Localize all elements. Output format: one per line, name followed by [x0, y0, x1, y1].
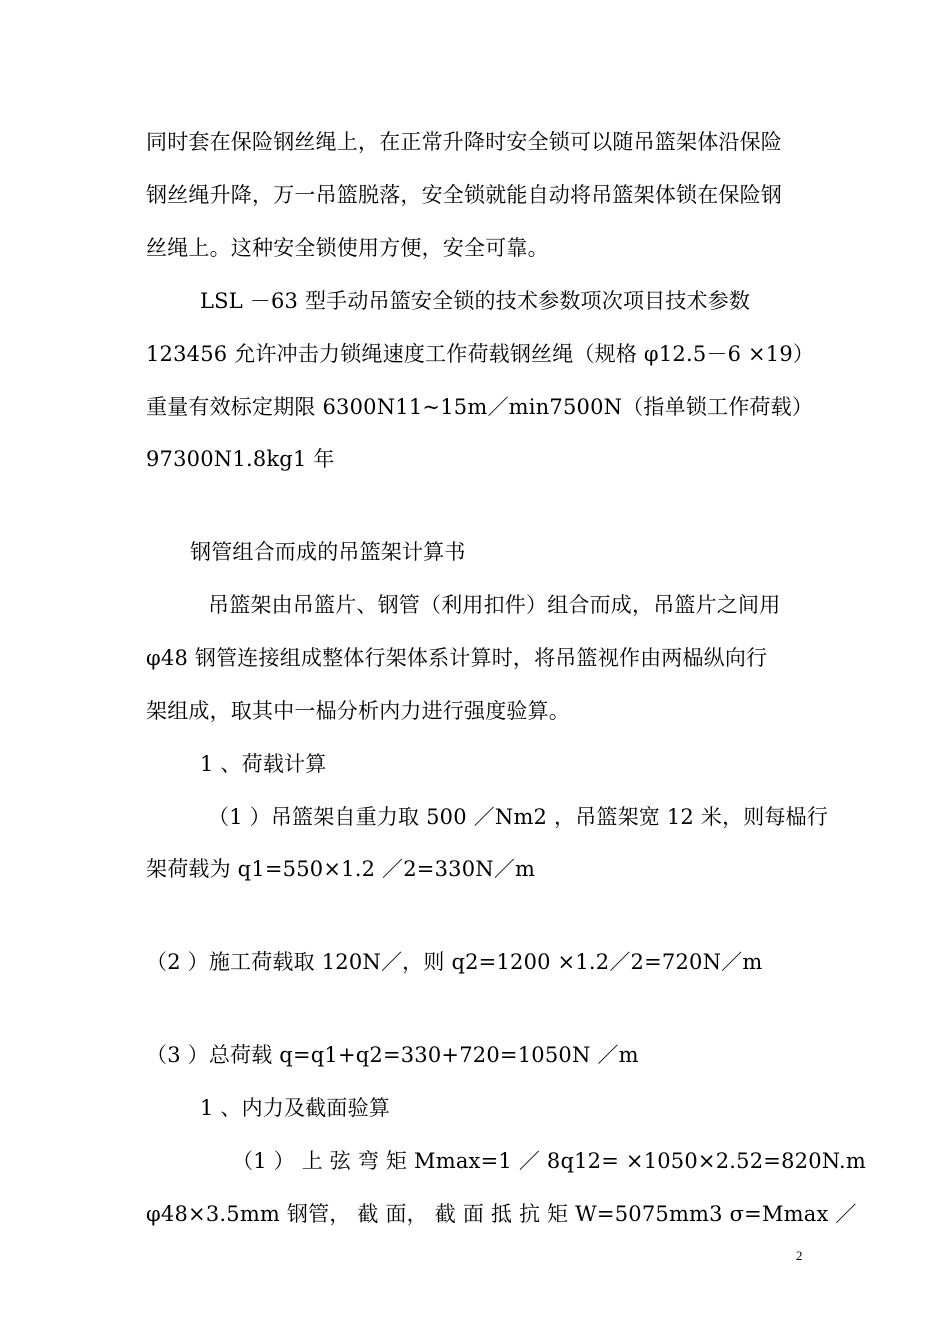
- body-line: 架组成，取其中一榀分析内力进行强度验算。: [146, 699, 570, 723]
- body-line: φ48 钢管连接组成整体行架体系计算时，将吊篮视作由两榀纵向行: [146, 646, 768, 670]
- body-line: 同时套在保险钢丝绳上，在正常升降时安全锁可以随吊篮架体沿保险: [146, 130, 782, 154]
- section-heading: 1 、荷载计算: [200, 752, 327, 776]
- body-line: 钢丝绳升降，万一吊篮脱落，安全锁就能自动将吊篮架体锁在保险钢: [146, 183, 782, 207]
- body-line: （3 ）总荷载 q=q1+q2=330+720=1050N ／m: [146, 1043, 639, 1067]
- body-line: （1 ） 上 弦 弯 矩 Mmax=1 ／ 8q12= ×1050×2.52=820N.m: [232, 1149, 866, 1173]
- body-line: LSL －63 型手动吊篮安全锁的技术参数项次项目技术参数: [200, 289, 751, 313]
- section-heading: 1 、内力及截面验算: [200, 1096, 391, 1120]
- body-line: φ48×3.5mm 钢管， 截 面， 截 面 抵 抗 矩 W=5075mm3 σ=Mmax ／: [146, 1202, 857, 1226]
- body-line: 重量有效标定期限 6300N11~15m／min7500N（指单锁工作荷载）: [146, 395, 814, 419]
- body-line: （2 ）施工荷载取 120N／，则 q2=1200 ×1.2／2=720N／m: [146, 950, 763, 974]
- body-line: 丝绳上。这种安全锁使用方便，安全可靠。: [146, 236, 549, 260]
- body-line: 吊篮架由吊篮片、钢管（利用扣件）组合而成，吊篮片之间用: [208, 593, 781, 617]
- body-line: 123456 允许冲击力锁绳速度工作荷载钢丝绳（规格 φ12.5－6 ×19）: [146, 342, 815, 366]
- body-line: 97300N1.8kg1 年: [146, 447, 335, 471]
- page-number: 2: [796, 1248, 803, 1263]
- section-title: 钢管组合而成的吊篮架计算书: [190, 540, 466, 564]
- body-line: （1 ）吊篮架自重力取 500 ／Nm2 ，吊篮架宽 12 米，则每榀行: [208, 805, 829, 829]
- body-line: 架荷载为 q1=550×1.2 ／2=330N／m: [146, 857, 536, 881]
